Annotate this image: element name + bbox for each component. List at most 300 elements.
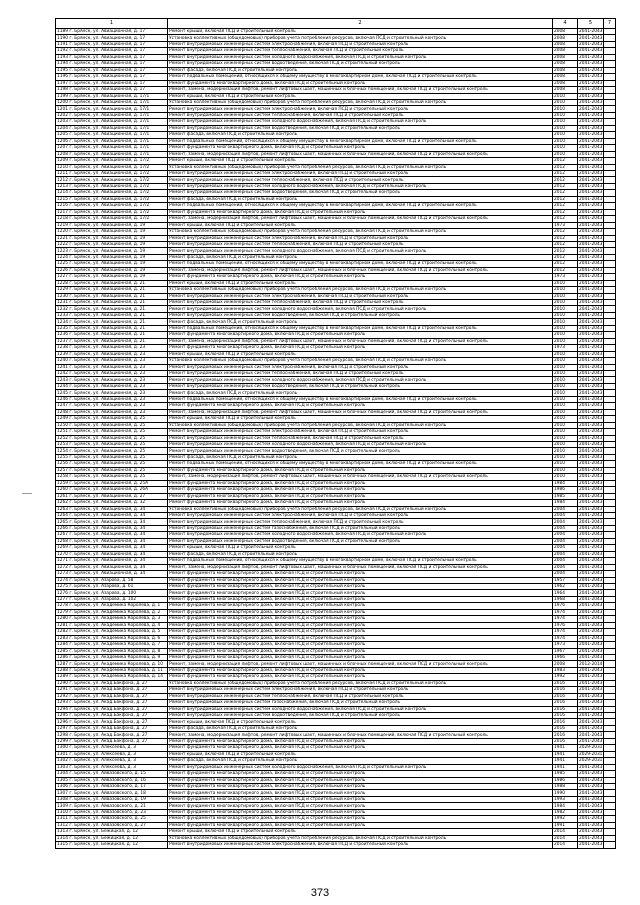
cell-address [56, 642, 168, 648]
row-address: г. Брянск, ул. Бежицкая, д. 12 [69, 829, 138, 835]
margin-mark [22, 493, 32, 494]
cell-period: 2041-2043 [579, 480, 603, 486]
cell-period: 2041-2043 [579, 313, 603, 319]
cell-year: 2016 [553, 725, 578, 731]
row-number: 1250 [57, 422, 68, 428]
cell-year: 1984 [553, 480, 578, 486]
cell-year: 2008 [553, 661, 578, 667]
cell-period: 2041-2043 [579, 822, 603, 828]
cell-year: 2012 [553, 209, 578, 215]
cell-year: 2010 [553, 93, 578, 99]
cell-period: 2041-2043 [579, 680, 603, 686]
cell-period: 2041-2043 [579, 622, 603, 628]
cell-year: 1974 [553, 616, 578, 622]
cell-work-type: Ремонт фундамента многоквартирного дома, включая ПСД и строительный контроль [168, 145, 553, 151]
cell-year: 2008 [553, 41, 578, 47]
cell-period: 2029-2031 [579, 758, 603, 764]
row-address: г. Брянск, ул. Авиационная, д. 23 [69, 396, 146, 402]
row-number: 1244 [57, 384, 68, 390]
row-number: 1257 [57, 467, 68, 473]
cell-period: 2041-2043 [579, 42, 603, 48]
cell-period: 2041-2043 [579, 674, 603, 680]
row-number: 1268 [57, 538, 68, 544]
cell-period: 2041-2043 [579, 642, 603, 648]
cell-address [56, 667, 168, 673]
cell-year: 2010 [553, 300, 578, 306]
cell-period: 2041-2043 [579, 693, 603, 699]
row-number: 1236 [57, 332, 68, 338]
cell-work-type: Ремонт крыши, включая ПСД и строительный контроль [168, 222, 553, 228]
cell-address [56, 674, 168, 680]
cell-year: 1968 [553, 596, 578, 602]
row-address: г. Брянск, ул. Акад.Бакфона, д. 27 [69, 693, 148, 699]
cell-empty [604, 842, 616, 848]
row-number: 1222 [57, 242, 68, 248]
cell-period: 2041-2043 [579, 635, 603, 641]
row-address: г. Брянск, ул. Авиационная, д. 25 [69, 416, 146, 422]
row-number: 1193 [57, 54, 68, 60]
row-number: 1305 [57, 777, 68, 783]
row-address: г. Брянск, ул. Авиационная, д. 21 [69, 332, 146, 338]
cell-period: 2041-2043 [579, 571, 603, 577]
cell-period: 2041-2043 [579, 113, 603, 119]
cell-period: 2041-2043 [579, 764, 603, 770]
cell-year: 1984 [553, 803, 578, 809]
cell-period: 2041-2043 [579, 609, 603, 615]
cell-year: 1957 [553, 577, 578, 583]
cell-period: 2041-2043 [579, 416, 603, 422]
cell-year: 1973 [553, 345, 578, 351]
cell-year: 2010 [553, 138, 578, 144]
row-address: г. Брянск, ул. Академика Королева, д. 6 [69, 635, 161, 641]
cell-year: 1973 [553, 642, 578, 648]
row-number: 1234 [57, 319, 68, 325]
cell-period: 2041-2043 [579, 506, 603, 512]
row-address: г. Брянск, ул. Авиационная, д. 17/2 [69, 177, 150, 183]
cell-year: 1941 [553, 745, 578, 751]
cell-year: 2010 [553, 99, 578, 105]
row-number: 1198 [57, 87, 68, 93]
cell-work-type: Ремонт внутридомовых инженерных систем холодного водоснабжения, включая ПСД и строительный контроль [168, 706, 553, 712]
cell-year: 1966 [553, 654, 578, 660]
cell-year: 2008 [553, 74, 578, 80]
cell-period: 2041-2043 [579, 429, 603, 435]
cell-work-type: Ремонт фундамента многоквартирного дома, включая ПСД и строительный контроль [168, 596, 553, 602]
cell-year: 1974 [553, 609, 578, 615]
cell-period: 2041-2043 [579, 216, 603, 222]
cell-work-type: Ремонт фундамента многоквартирного дома, включая ПСД и строительный контроль [168, 467, 553, 473]
row-number: 1207 [57, 145, 68, 151]
row-number: 1264 [57, 513, 68, 519]
cell-address [56, 661, 168, 667]
cell-year: 2010 [553, 396, 578, 402]
row-address: г. Брянск, ул. Авиационная, д. 21 [69, 280, 146, 286]
cell-year: 2008 [553, 48, 578, 54]
row-number: 1254 [57, 448, 68, 454]
cell-work-type: Ремонт внутридомовых инженерных систем теплоснабжения, включая ПСД и строительный контроль [168, 693, 553, 699]
cell-work-type: Ремонт внутридомовых инженерных систем холодного водоснабжения, включая ПСД и строительный контроль [168, 248, 553, 254]
cell-work-type: Ремонт фундамента многоквартирного дома, включая ПСД и строительный контроль [168, 803, 553, 809]
cell-period: 2041-2043 [579, 448, 603, 454]
row-address: г. Брянск, ул. Авиационная, д. 19 [69, 261, 146, 267]
cell-period: 2041-2043 [579, 829, 603, 835]
cell-year: 2012 [553, 267, 578, 273]
cell-year: 1974 [553, 629, 578, 635]
row-address: г. Брянск, ул. Академика Королева, д. 3 [69, 616, 161, 622]
cell-work-type: Ремонт фундамента многоквартирного дома, включая ПСД и строительный контроль [168, 642, 553, 648]
cell-year: 2010 [553, 416, 578, 422]
cell-work-type: Ремонт фундамента многоквартирного дома, включая ПСД и строительный контроль [168, 654, 553, 660]
cell-year: 2012 [553, 248, 578, 254]
row-number: 1313 [57, 829, 68, 835]
cell-work-type: Ремонт, замена, модернизация лифтов, ремонт лифтовых шахт, машинных и блочных помещений, включая ПСД и строительный контроль [168, 474, 553, 480]
cell-work-type: Ремонт, замена, модернизация лифтов, ремонт лифтовых шахт, машинных и блочных помещений, включая ПСД и строительный контроль [168, 661, 553, 667]
cell-year: 2010 [553, 319, 578, 325]
cell-period: 2041-2043 [579, 629, 603, 635]
cell-period: 2041-2043 [579, 235, 603, 241]
cell-period: 2041-2043 [579, 519, 603, 525]
cell-address [56, 629, 168, 635]
row-address: г. Брянск, ул. Академика Королева, д. 5 [69, 629, 161, 635]
row-address: г. Брянск, ул. Авиационная, д. 17 [69, 87, 146, 93]
cell-period: 2041-2043 [579, 145, 603, 151]
cell-year: 2012 [553, 170, 578, 176]
cell-work-type: Ремонт внутридомовых инженерных систем газоснабжения, включая ПСД и строительный контроль [168, 525, 553, 531]
cell-period: 2041-2043 [579, 590, 603, 596]
row-number: 1299 [57, 738, 68, 744]
cell-year: 2016 [553, 738, 578, 744]
cell-year: 2008 [553, 80, 578, 86]
row-number: 1231 [57, 300, 68, 306]
row-number: 1282 [57, 629, 68, 635]
row-number: 1241 [57, 364, 68, 370]
row-address: г. Брянск, ул. Авиационная, д. 23 [69, 351, 146, 357]
row-number: 1243 [57, 377, 68, 383]
row-number: 1206 [57, 138, 68, 144]
cell-period: 2041-2043 [579, 467, 603, 473]
cell-year: 1962 [553, 583, 578, 589]
row-address: г. Брянск, ул. Акад.Бакфона, д. 27 [69, 738, 148, 744]
cell-work-type: Ремонт внутридомовых инженерных систем водоотведения, включая ПСД и строительный контроль [168, 713, 553, 719]
row-number: 1269 [57, 545, 68, 551]
header-col-1: 1 [56, 19, 168, 29]
cell-year: 2012 [553, 164, 578, 170]
cell-work-type: Ремонт крыши, включая ПСД и строительный контроль [168, 93, 553, 99]
cell-period: 2041-2043 [579, 616, 603, 622]
cell-work-type: Ремонт внутридомовых инженерных систем водоотведения, включая ПСД и строительный контроль [168, 383, 553, 389]
cell-period: 2041-2043 [579, 177, 603, 183]
cell-period: 2041-2043 [579, 390, 603, 396]
cell-year: 1941 [553, 758, 578, 764]
cell-year: 2016 [553, 732, 578, 738]
row-address: г. Брянск, ул. Авиационная, д. 23 [69, 390, 146, 396]
cell-work-type: Ремонт внутридомовых инженерных систем холодного водоснабжения, включая ПСД и строительный контроль [168, 119, 553, 125]
cell-year: 2010 [553, 338, 578, 344]
row-number: 1230 [57, 293, 68, 299]
cell-period: 2041-2043 [579, 377, 603, 383]
cell-work-type: Ремонт фундамента многоквартирного дома, включая ПСД и строительный контроль [168, 784, 553, 790]
cell-period: 2041-2043 [579, 474, 603, 480]
row-address: г. Брянск, ул. Айвазовского, д. 15 [69, 771, 146, 777]
cell-work-type: Ремонт фундамента многоквартирного дома, включая ПСД и строительный контроль [168, 487, 553, 493]
row-number: 1192 [57, 48, 68, 54]
cell-work-type: Ремонт, замена, модернизация лифтов, ремонт лифтовых шахт, машинных и блочных помещений, включая ПСД и строительный контроль [168, 216, 553, 222]
row-number: 1199 [57, 93, 68, 99]
row-address: г. Брянск, ул. Азарова, д. 61 [69, 584, 134, 590]
row-address: г. Брянск, ул. Айвазовского, д. 21 [69, 803, 146, 809]
row-address: г. Брянск, ул. Бежицкая, д. 12 [69, 842, 138, 848]
cell-work-type: Ремонт фундамента многоквартирного дома, включая ПСД и строительный контроль [168, 771, 553, 777]
cell-work-type: Установка коллективных (общедомовых) приборов учета потребления ресурсов, включая ПСД и строительный контроль [168, 680, 553, 686]
cell-work-type: Ремонт фундамента многоквартирного дома, включая ПСД и строительный контроль [168, 738, 553, 744]
row-number: 1297 [57, 726, 68, 732]
row-address: г. Брянск, ул. Алексеева, д. 3 [69, 751, 136, 757]
row-number: 1219 [57, 222, 68, 228]
row-address: г. Брянск, ул. Авиационная, д. 23 [69, 409, 146, 415]
cell-period: 2041-2043 [579, 125, 603, 131]
cell-work-type: Ремонт подвальных помещений, относящихся к общему имуществу в многоквартирном доме, включая ПСД и строительный контроль [168, 74, 553, 80]
row-address: г. Брянск, ул. Авиационная, д. 34 [69, 551, 146, 557]
row-number: 1293 [57, 700, 68, 706]
row-address: г. Брянск, ул. Академика Королева, д. 7 [69, 642, 161, 648]
cell-year: 2010 [553, 454, 578, 460]
cell-year: 1973 [553, 274, 578, 280]
row-address: г. Брянск, ул. Академика Королева, д. 1 [69, 603, 161, 609]
cell-address [56, 635, 168, 641]
row-address: г. Брянск, ул. Авиационная, д. 25 [69, 429, 146, 435]
cell-period: 2041-2043 [579, 532, 603, 538]
row-address: г. Брянск, ул. Бежицкая, д. 12 [69, 835, 138, 841]
cell-year: 2004 [553, 532, 578, 538]
cell-year: 2012 [553, 196, 578, 202]
cell-year: 1941 [553, 764, 578, 770]
cell-year: 2010 [553, 383, 578, 389]
row-number: 1190 [57, 35, 68, 41]
row-address: г. Брянск, ул. Авиационная, д. 21 [69, 293, 146, 299]
cell-address [56, 842, 168, 848]
row-number: 1271 [57, 558, 68, 564]
cell-work-type: Ремонт, замена, модернизация лифтов, ремонт лифтовых шахт, машинных и блочных помещений, включая ПСД и строительный контроль [168, 87, 553, 93]
row-address: г. Брянск, ул. Авиационная, д. 21 [69, 338, 146, 344]
row-address: г. Брянск, ул. Авиационная, д. 25 [69, 461, 146, 467]
row-address: г. Брянск, ул. Авиационная, д. 25 [69, 435, 146, 441]
row-address: г. Брянск, ул. Авиационная, д. 17/1 [69, 106, 150, 112]
cell-year: 2010 [553, 429, 578, 435]
row-address: г. Брянск, ул. Авиационная, д. 17/1 [69, 132, 150, 138]
row-address: г. Брянск, ул. Авиационная, д. 17/1 [69, 151, 150, 157]
cell-work-type: Ремонт, замена, модернизация лифтов, ремонт лифтовых шахт, машинных и блочных помещений, включая ПСД и строительный контроль [168, 564, 553, 570]
cell-year: 2012 [553, 235, 578, 241]
row-address: г. Брянск, ул. Авиационная, д. 17/2 [69, 184, 150, 189]
row-number: 1225 [57, 261, 68, 267]
cell-work-type: Ремонт внутридомовых инженерных систем водоотведения, включая ПСД и строительный контроль [168, 538, 553, 544]
cell-period: 2041-2043 [579, 67, 603, 73]
header-col-7: 7 [604, 19, 616, 29]
row-number: 1212 [57, 177, 68, 183]
row-number: 1303 [57, 764, 68, 770]
cell-work-type: Ремонт фасада, включая ПСД и строительный контроль [168, 132, 553, 138]
cell-work-type: Ремонт крыши, включая ПСД и строительный контроль [168, 829, 553, 835]
cell-year: 1976 [553, 622, 578, 628]
cell-year: 1992 [553, 674, 578, 680]
row-address: г. Брянск, ул. Акад.Бакфона, д. 27 [69, 713, 148, 719]
cell-work-type: Ремонт подвальных помещений, относящихся к общему имуществу в многоквартирном доме, включая ПСД и строительный контроль [168, 461, 553, 467]
cell-work-type: Ремонт внутридомовых инженерных систем водоотведения, включая ПСД и строительный контроль [168, 190, 553, 196]
cell-period: 2041-2043 [579, 545, 603, 551]
row-number: 1238 [57, 345, 68, 351]
cell-period: 2041-2043 [579, 158, 603, 164]
cell-year: 2016 [553, 713, 578, 719]
cell-year: 2012 [553, 177, 578, 183]
cell-year: 2010 [553, 325, 578, 331]
row-address: г. Брянск, ул. Авиационная, д. 34 [69, 513, 146, 519]
row-address: г. Брянск, ул. Авиационная, д. 23 [69, 371, 146, 377]
cell-period: 2041-2043 [579, 29, 603, 35]
cell-year: 2010 [553, 351, 578, 357]
row-address: г. Брянск, ул. Авиационная, д. 25 [69, 448, 146, 454]
row-number: 1292 [57, 693, 68, 699]
row-number: 1286 [57, 655, 68, 661]
cell-period: 2041-2043 [579, 784, 603, 790]
row-number: 1208 [57, 151, 68, 157]
row-number: 1211 [57, 171, 68, 177]
cell-work-type: Ремонт фасада, включая ПСД и строительный контроль [168, 67, 553, 73]
cell-year: 1983 [553, 667, 578, 673]
row-number: 1309 [57, 803, 68, 809]
cell-work-type: Установка коллективных (общедомовых) приборов учета потребления ресурсов, включая ПСД и строительный контроль [168, 287, 553, 293]
row-number: 1226 [57, 267, 68, 273]
cell-work-type: Установка коллективных (общедомовых) приборов учета потребления ресурсов, включая ПСД и строительный контроль [168, 835, 553, 841]
cell-period: 2041-2043 [579, 267, 603, 273]
row-number: 1279 [57, 609, 68, 615]
cell-work-type: Ремонт фасада, включая ПСД и строительный контроль [168, 254, 553, 260]
cell-year: 2004 [553, 564, 578, 570]
cell-period: 2041-2043 [579, 261, 603, 267]
row-number: 1266 [57, 526, 68, 532]
cell-period: 2041-2043 [579, 442, 603, 448]
cell-year: 2008 [553, 35, 578, 41]
row-address: г. Брянск, ул. Алексеева, д. 3 [69, 764, 136, 770]
cell-work-type: Ремонт фундамента многоквартирного дома, включая ПСД и строительный контроль [168, 493, 553, 499]
cell-year: 2010 [553, 467, 578, 473]
row-address: г. Брянск, ул. Авиационная, д. 17/2 [69, 164, 150, 170]
cell-period: 2041-2043 [579, 384, 603, 390]
row-address: г. Брянск, ул. Авиационная, д. 25 [69, 422, 146, 428]
cell-period: 2041-2043 [579, 835, 603, 841]
cell-period: 2041-2043 [579, 700, 603, 706]
cell-address [56, 622, 168, 628]
cell-year: 2010 [553, 293, 578, 299]
cell-period: 2041-2043 [579, 538, 603, 544]
cell-year: 2010 [553, 409, 578, 415]
cell-year: 2010 [553, 332, 578, 338]
cell-year: 2010 [553, 306, 578, 312]
row-number: 1232 [57, 306, 68, 312]
cell-period: 2041-2043 [579, 409, 603, 415]
cell-work-type: Ремонт фундамента многоквартирного дома, включая ПСД и строительный контроль [168, 345, 553, 351]
cell-year: 2012 [553, 183, 578, 189]
cell-period: 2041-2043 [579, 790, 603, 796]
cell-address [56, 603, 168, 609]
row-address: г. Брянск, ул. Академика Королева, д. 8 [69, 648, 161, 654]
row-number: 1235 [57, 325, 68, 331]
cell-year: 1986 [553, 777, 578, 783]
row-address: г. Брянск, ул. Алексеева, д. 3 [69, 745, 136, 751]
row-address: г. Брянск, ул. Азарова, д. 58 [69, 577, 134, 583]
cell-work-type: Ремонт, замена, модернизация лифтов, ремонт лифтовых шахт, машинных и блочных помещений, включая ПСД и строительный контроль [168, 338, 553, 344]
cell-year: 2004 [553, 512, 578, 518]
row-address: г. Брянск, ул. Айвазовского, д. 23 [69, 809, 146, 815]
cell-work-type: Ремонт внутридомовых инженерных систем электроснабжения, включая ПСД и строительный контроль [168, 687, 553, 693]
row-address: г. Брянск, ул. Айвазовского, д. 25 [69, 816, 146, 822]
row-address: г. Брянск, ул. Авиационная, д. 21 [69, 325, 146, 331]
row-address: г. Брянск, ул. Авиационная, д. 21 [69, 287, 146, 293]
cell-period: 2041-2043 [579, 551, 603, 557]
row-number: 1204 [57, 125, 68, 131]
cell-period: 2041-2043 [579, 54, 603, 60]
cell-period: 2041-2043 [579, 287, 603, 293]
cell-work-type: Ремонт фундамента многоквартирного дома, включая ПСД и строительный контроль [168, 590, 553, 596]
row-address: г. Брянск, ул. Авиационная, д. 34 [69, 545, 146, 551]
cell-year: 2010 [553, 390, 578, 396]
cell-work-type: Ремонт внутридомовых инженерных систем электроснабжения, включая ПСД и строительный контроль [168, 429, 553, 435]
row-address: г. Брянск, ул. Авиационная, д. 19 [69, 222, 146, 228]
cell-period: 2041-2043 [579, 203, 603, 209]
cell-work-type: Ремонт крыши, включая ПСД и строительный контроль [168, 751, 553, 757]
row-number: 1310 [57, 809, 68, 815]
row-number: 1280 [57, 616, 68, 622]
row-number: 1298 [57, 732, 68, 738]
cell-year: 2016 [553, 680, 578, 686]
row-number: 1304 [57, 771, 68, 777]
cell-period: 2041-2043 [579, 358, 603, 364]
cell-year: 2004 [553, 519, 578, 525]
cell-year: 2010 [553, 422, 578, 428]
cell-work-type: Ремонт крыши, включая ПСД и строительный контроль [168, 351, 553, 357]
row-address: г. Брянск, ул. Авиационная, д. 17 [69, 80, 146, 86]
row-number: 1217 [57, 209, 68, 215]
cell-work-type: Установка коллективных (общедомовых) приборов учета потребления ресурсов, включая ПСД и строительный контроль [168, 164, 553, 170]
cell-period: 2041-2043 [579, 771, 603, 777]
cell-period: 2041-2043 [579, 119, 603, 125]
row-number: 1287 [57, 661, 68, 667]
row-number: 1224 [57, 254, 68, 260]
row-address: г. Брянск, ул. Авиационная, д. 17 [69, 61, 146, 67]
cell-work-type: Ремонт фундамента многоквартирного дома, включая ПСД и строительный контроль [168, 80, 553, 86]
cell-year: 2010 [553, 435, 578, 441]
row-number: 1197 [57, 80, 68, 86]
row-address: г. Брянск, ул. Авиационная, д. 17 [69, 42, 146, 48]
cell-period: 2041-2043 [579, 345, 603, 351]
cell-work-type: Ремонт внутридомовых инженерных систем теплоснабжения, включая ПСД и строительный контроль [168, 177, 553, 183]
row-address: г. Брянск, ул. Авиационная, д. 19 [69, 267, 146, 273]
header-col-5: 5 [578, 19, 604, 29]
row-address: г. Брянск, ул. Айвазовского, д. 18 [69, 790, 146, 796]
cell-work-type: Ремонт внутридомовых инженерных систем теплоснабжения, включая ПСД и строительный контроль [168, 241, 553, 247]
cell-period: 2041-2043 [579, 325, 603, 331]
cell-year: 2010 [553, 145, 578, 151]
row-number: 1189 [57, 29, 68, 35]
row-number: 1213 [57, 184, 68, 189]
cell-work-type: Ремонт внутридомовых инженерных систем электроснабжения, включая ПСД и строительный контроль [168, 512, 553, 518]
cell-year: 2004 [553, 545, 578, 551]
cell-year: 2010 [553, 287, 578, 293]
row-number: 1263 [57, 506, 68, 512]
row-address: г. Брянск, ул. Авиационная, д. 17/2 [69, 196, 150, 202]
cell-address [56, 616, 168, 622]
cell-period: 2041-2043 [579, 493, 603, 499]
cell-work-type: Ремонт фундамента многоквартирного дома, включая ПСД и строительный контроль [168, 577, 553, 583]
